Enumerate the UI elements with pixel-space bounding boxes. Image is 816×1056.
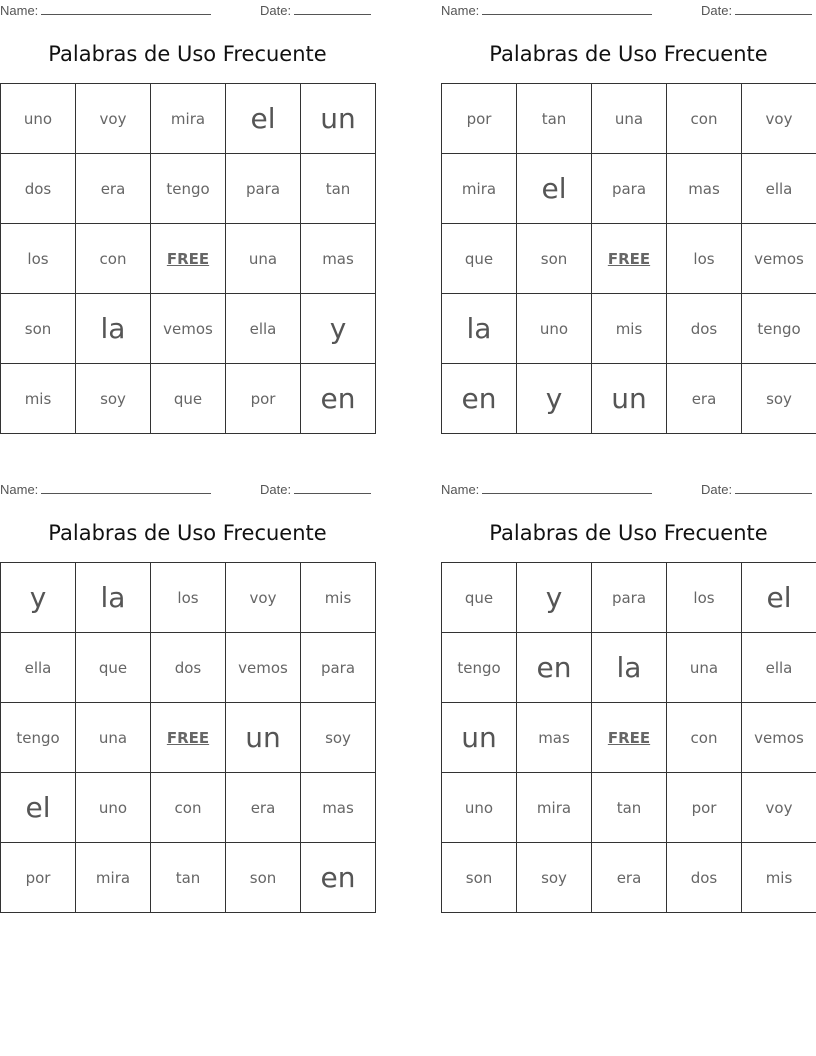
name-line bbox=[482, 482, 652, 494]
grid-cell[interactable]: tan bbox=[151, 843, 226, 913]
grid-cell[interactable]: para bbox=[226, 154, 301, 224]
grid-cell[interactable]: soy bbox=[76, 364, 151, 434]
grid-cell[interactable]: que bbox=[76, 633, 151, 703]
grid-cell[interactable]: dos bbox=[667, 843, 742, 913]
grid-cell[interactable]: por bbox=[1, 843, 76, 913]
grid-cell[interactable]: la bbox=[76, 294, 151, 364]
date-line bbox=[294, 482, 371, 494]
date-label: Date: bbox=[701, 3, 733, 18]
grid-cell[interactable]: con bbox=[151, 773, 226, 843]
grid-cell[interactable]: por bbox=[442, 84, 517, 154]
grid-row bbox=[442, 843, 816, 913]
grid-cell[interactable]: uno bbox=[1, 84, 76, 154]
date-line bbox=[735, 482, 812, 494]
grid-cell[interactable]: una bbox=[667, 633, 742, 703]
grid-row bbox=[1, 843, 376, 913]
grid-cell[interactable]: mira bbox=[151, 84, 226, 154]
grid-cell[interactable]: mis bbox=[301, 563, 376, 633]
grid-cell[interactable]: mas bbox=[517, 703, 592, 773]
grid-cell[interactable]: soy bbox=[301, 703, 376, 773]
grid-cell[interactable]: voy bbox=[742, 773, 816, 843]
grid-cell[interactable]: una bbox=[226, 224, 301, 294]
grid-cell[interactable]: y bbox=[301, 294, 376, 364]
grid-cell[interactable]: mas bbox=[667, 154, 742, 224]
grid-cell[interactable]: ella bbox=[1, 633, 76, 703]
grid-cell[interactable]: uno bbox=[76, 773, 151, 843]
grid-cell[interactable]: era bbox=[667, 364, 742, 434]
grid-cell[interactable]: mis bbox=[592, 294, 667, 364]
grid-cell[interactable]: la bbox=[76, 563, 151, 633]
date-label: Date: bbox=[260, 3, 292, 18]
bingo-card-2 bbox=[441, 0, 816, 434]
grid-row bbox=[442, 773, 816, 843]
bingo-grid bbox=[0, 562, 376, 913]
bingo-card-1 bbox=[0, 0, 375, 434]
grid-cell[interactable]: y bbox=[1, 563, 76, 633]
name-field[interactable] bbox=[441, 482, 652, 497]
grid-cell[interactable]: en bbox=[442, 364, 517, 434]
grid-cell[interactable]: era bbox=[226, 773, 301, 843]
grid-cell[interactable]: dos bbox=[151, 633, 226, 703]
bingo-card-3 bbox=[0, 479, 375, 913]
grid-row bbox=[442, 294, 816, 364]
grid-cell[interactable]: era bbox=[592, 843, 667, 913]
grid-cell[interactable]: FREE bbox=[151, 703, 226, 773]
grid-row bbox=[442, 563, 816, 633]
grid-row bbox=[1, 154, 376, 224]
date-line bbox=[735, 3, 812, 15]
grid-row bbox=[442, 633, 816, 703]
date-field[interactable] bbox=[701, 3, 812, 18]
grid-cell[interactable]: para bbox=[592, 154, 667, 224]
grid-cell[interactable]: una bbox=[76, 703, 151, 773]
grid-row bbox=[1, 563, 376, 633]
grid-cell[interactable]: con bbox=[667, 703, 742, 773]
card-header bbox=[441, 0, 816, 22]
grid-cell[interactable]: los bbox=[667, 563, 742, 633]
grid-row bbox=[1, 294, 376, 364]
grid-cell[interactable]: un bbox=[301, 84, 376, 154]
card-header bbox=[441, 479, 816, 501]
grid-cell[interactable]: soy bbox=[742, 364, 816, 434]
name-line bbox=[41, 3, 211, 15]
grid-cell[interactable]: ella bbox=[742, 633, 816, 703]
grid-cell[interactable]: que bbox=[442, 563, 517, 633]
grid-cell[interactable]: por bbox=[226, 364, 301, 434]
grid-row bbox=[442, 703, 816, 773]
name-label: Name: bbox=[441, 482, 480, 497]
card-title: Palabras de Uso Frecuente bbox=[489, 521, 768, 545]
grid-cell[interactable]: los bbox=[151, 563, 226, 633]
grid-cell[interactable]: mira bbox=[76, 843, 151, 913]
grid-cell[interactable]: que bbox=[151, 364, 226, 434]
grid-cell[interactable]: soy bbox=[517, 843, 592, 913]
name-label: Name: bbox=[441, 3, 480, 18]
grid-cell[interactable]: tan bbox=[517, 84, 592, 154]
grid-cell[interactable]: en bbox=[517, 633, 592, 703]
grid-cell[interactable]: el bbox=[517, 154, 592, 224]
date-field[interactable] bbox=[701, 482, 812, 497]
grid-cell[interactable]: ella bbox=[742, 154, 816, 224]
bingo-card-4 bbox=[441, 479, 816, 913]
grid-cell[interactable]: FREE bbox=[151, 224, 226, 294]
grid-cell[interactable]: una bbox=[592, 84, 667, 154]
grid-cell[interactable]: un bbox=[592, 364, 667, 434]
grid-cell[interactable]: con bbox=[667, 84, 742, 154]
grid-cell[interactable]: tengo bbox=[151, 154, 226, 224]
grid-cell[interactable]: y bbox=[517, 364, 592, 434]
grid-cell[interactable]: uno bbox=[517, 294, 592, 364]
grid-cell[interactable]: FREE bbox=[592, 703, 667, 773]
grid-cell[interactable]: ella bbox=[226, 294, 301, 364]
grid-cell[interactable]: son bbox=[226, 843, 301, 913]
grid-cell[interactable]: tan bbox=[301, 154, 376, 224]
grid-cell[interactable]: son bbox=[442, 843, 517, 913]
grid-cell[interactable]: los bbox=[667, 224, 742, 294]
grid-cell[interactable]: son bbox=[517, 224, 592, 294]
grid-cell[interactable]: para bbox=[592, 563, 667, 633]
grid-cell[interactable]: por bbox=[667, 773, 742, 843]
grid-cell[interactable]: mira bbox=[517, 773, 592, 843]
grid-row bbox=[442, 224, 816, 294]
name-label: Name: bbox=[0, 3, 39, 18]
grid-cell[interactable]: tengo bbox=[442, 633, 517, 703]
card-title: Palabras de Uso Frecuente bbox=[48, 521, 327, 545]
bingo-grid bbox=[0, 83, 376, 434]
date-field[interactable] bbox=[260, 3, 371, 18]
name-field[interactable] bbox=[0, 482, 211, 497]
grid-cell[interactable]: un bbox=[442, 703, 517, 773]
date-field[interactable] bbox=[260, 482, 371, 497]
grid-cell[interactable]: que bbox=[442, 224, 517, 294]
date-label: Date: bbox=[260, 482, 292, 497]
grid-cell[interactable]: tengo bbox=[742, 294, 816, 364]
grid-cell[interactable]: en bbox=[301, 364, 376, 434]
grid-row bbox=[1, 224, 376, 294]
grid-row bbox=[442, 84, 816, 154]
grid-cell[interactable]: son bbox=[1, 294, 76, 364]
grid-cell[interactable]: mas bbox=[301, 773, 376, 843]
grid-row bbox=[1, 633, 376, 703]
bingo-grid bbox=[441, 83, 816, 434]
bingo-grid bbox=[441, 562, 816, 913]
grid-cell[interactable]: uno bbox=[442, 773, 517, 843]
grid-cell[interactable]: vemos bbox=[742, 224, 816, 294]
grid-cell[interactable]: la bbox=[442, 294, 517, 364]
date-label: Date: bbox=[701, 482, 733, 497]
grid-cell[interactable]: voy bbox=[226, 563, 301, 633]
grid-row bbox=[1, 84, 376, 154]
grid-cell[interactable]: mis bbox=[1, 364, 76, 434]
grid-cell[interactable]: los bbox=[1, 224, 76, 294]
name-field[interactable] bbox=[441, 3, 652, 18]
grid-cell[interactable]: mas bbox=[301, 224, 376, 294]
grid-cell[interactable]: voy bbox=[742, 84, 816, 154]
grid-row bbox=[1, 773, 376, 843]
grid-cell[interactable]: mira bbox=[442, 154, 517, 224]
grid-cell[interactable]: un bbox=[226, 703, 301, 773]
date-line bbox=[294, 3, 371, 15]
grid-row bbox=[1, 364, 376, 434]
grid-cell[interactable]: para bbox=[301, 633, 376, 703]
card-header bbox=[0, 479, 375, 501]
grid-cell[interactable]: dos bbox=[667, 294, 742, 364]
grid-cell[interactable]: vemos bbox=[151, 294, 226, 364]
card-title: Palabras de Uso Frecuente bbox=[48, 42, 327, 66]
grid-cell[interactable]: mis bbox=[742, 843, 816, 913]
name-field[interactable] bbox=[0, 3, 211, 18]
name-line bbox=[482, 3, 652, 15]
grid-cell[interactable]: vemos bbox=[742, 703, 816, 773]
grid-cell[interactable]: FREE bbox=[592, 224, 667, 294]
card-header bbox=[0, 0, 375, 22]
grid-cell[interactable]: dos bbox=[1, 154, 76, 224]
grid-cell[interactable]: con bbox=[76, 224, 151, 294]
grid-cell[interactable]: voy bbox=[76, 84, 151, 154]
grid-row bbox=[1, 703, 376, 773]
name-line bbox=[41, 482, 211, 494]
grid-cell[interactable]: era bbox=[76, 154, 151, 224]
grid-cell[interactable]: el bbox=[742, 563, 816, 633]
grid-row bbox=[442, 364, 816, 434]
grid-cell[interactable]: en bbox=[301, 843, 376, 913]
grid-cell[interactable]: vemos bbox=[226, 633, 301, 703]
grid-cell[interactable]: el bbox=[226, 84, 301, 154]
name-label: Name: bbox=[0, 482, 39, 497]
grid-cell[interactable]: el bbox=[1, 773, 76, 843]
grid-row bbox=[442, 154, 816, 224]
grid-cell[interactable]: la bbox=[592, 633, 667, 703]
card-title: Palabras de Uso Frecuente bbox=[489, 42, 768, 66]
grid-cell[interactable]: y bbox=[517, 563, 592, 633]
grid-cell[interactable]: tengo bbox=[1, 703, 76, 773]
grid-cell[interactable]: tan bbox=[592, 773, 667, 843]
